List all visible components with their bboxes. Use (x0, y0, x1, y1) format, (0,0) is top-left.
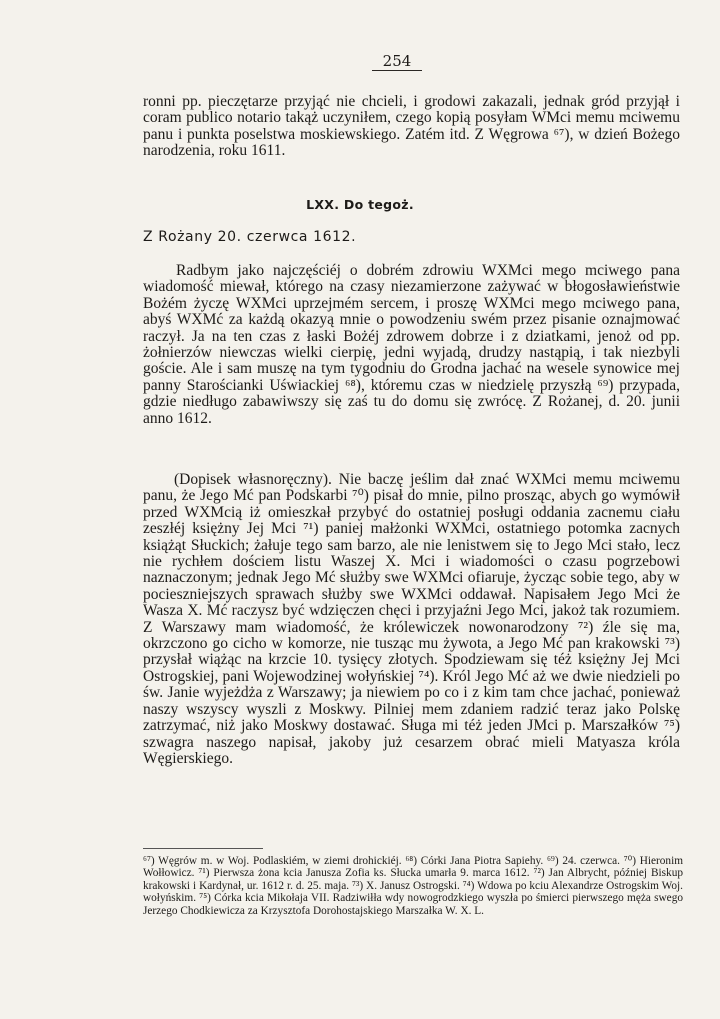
letter-heading: LXX. Do tegoż. (306, 197, 414, 212)
footnotes: ⁶⁷) Węgrów m. w Woj. Podlaskiém, w ziemi drohickiéj. ⁶⁸) Córki Jana Piotra Sapiehy. ⁶⁹) 24. czerwca. ⁷⁰) Hieronim Wołłowicz. ⁷¹) Pierwsza żona kcia Janusza Zofia ks. Słucka umarła 9. marca 1612. ⁷²) Jan Albrycht, później Biskup krakowski i Kardynał, ur. 1612 r. d. 25. maja. ⁷³) X. Janusz Ostrogski. ⁷⁴) Wdowa po kciu Alexandrze Ostrogskim Woj. wołyńskim. ⁷⁵) Córka kcia Mikołaja VII. Radziwiłła wdy nowogrodzkiego wyszła po śmierci pierwszego męża swego Jerzego Chodkiewicza za Krzysztofa Dorohostajskiego Marszałka W. X. L. (143, 855, 683, 917)
letter-postscript: (Dopisek własnoręczny). Nie baczę jeślim dał znać WXMci memu mciwemu panu, że Jego Mć pan Podskarbi ⁷⁰) pisał do mnie, pilno prosząc, abych go wymówił przed WXMcią iż omieszkał przybyć do ostatniej posługi oddania zacnemu ciału zeszłéj księżny Jej Mci ⁷¹) paniej małżonki WXMci, ostatniego potomka zacnych książąt Słuckich; żałuje tego sam barzo, ale nie lenistwem się to Jego Mci stało, lecz nie rychłem dościem listu Waszej X. Mci i wiadomości o czasu pogrzebowi naznaczonym; jednak Jego Mć służby swe WXMci ofiaruje, życząc sobie tego, aby w pocieszniejszych sprawach służby swe WXMci oddawał. Napisałem Jego Mci że Wasza X. Mć raczysz być wdzięczen chęci i przyjaźni Jego Mci, jakoż tak rozumiem. Z Warszawy mam wiadomość, że królewiczek nowonarodzony ⁷²) źle się ma, okrzczono go cicho w komorze, nie tusząc mu żywota, a Jego Mć pan krakowski ⁷³) przysłał wiążąc na krzcie 10. tysięcy złotych. Spodziewam się téż księżny Jej Mci Ostrogskiej, pani Wojewodzinej wołyńskiej ⁷⁴). Król Jego Mć aż we dwie niedzieli po św. Janie wyjeżdża z Warszawy; ja niewiem po co i z kim tam chce jachać, ponieważ naszy wszyscy wyszli z Moskwy. Pilniej mem zdaniem radzić teraz jako Polskę zatrzymać, niż jako Moskwy dostawać. Sługa mi téż jeden JMci p. Marszałków ⁷⁵) szwagra naszego napisał, jakoby już cesarzem obrać mieli Matyasza króla Węgierskiego. (143, 471, 680, 767)
page-number: 254 (372, 52, 422, 71)
letter-body: Radbym jako najczęściéj o dobrém zdrowiu WXMci mego mciwego pana wiadomość miewał, którego na czasy niezamierzone zażywać w błogosławieństwie Bożém życzę WXMci uprzejmém sercem, i proszę WXMci mego mciwego pana, abyś WXMć za każdą okazyą mnie o powodzeniu swém przez pisanie oznajmować raczył. Ja na ten czas z łaski Bożéj zdrowem dobrze i z dziatkami, jenoż od pp. żołnierzów niewczas wielki cierpię, jedni wyjadą, drudzy nastąpią, i tak niezbyli goście. Ale i sam muszę na tym tygodniu do Grodna jachać na wesele synowice mej panny Starościanki Uświackiej ⁶⁸), któremu czas w niedzielę przyszłą ⁶⁹) przypada, gdzie niedługo zabawiwszy się zaś tu do domu się zwrócę. Z Rożanej, d. 20. junii anno 1612. (143, 262, 680, 427)
letter-dateline: Z Rożany 20. czerwca 1612. (143, 229, 357, 245)
previous-letter-ending: ronni pp. pieczętarze przyjąć nie chcieli, i grodowi zakazali, jednak gród przyjął i coram publico notario takąż uczyniłem, czego kopią posyłam WMci memu mciwemu panu i punkta poselstwa moskiewskiego. Zatém itd. Z Węgrowa ⁶⁷), w dzień Bożego narodzenia, roku 1611. (143, 93, 680, 160)
footnotes-divider (143, 848, 263, 849)
